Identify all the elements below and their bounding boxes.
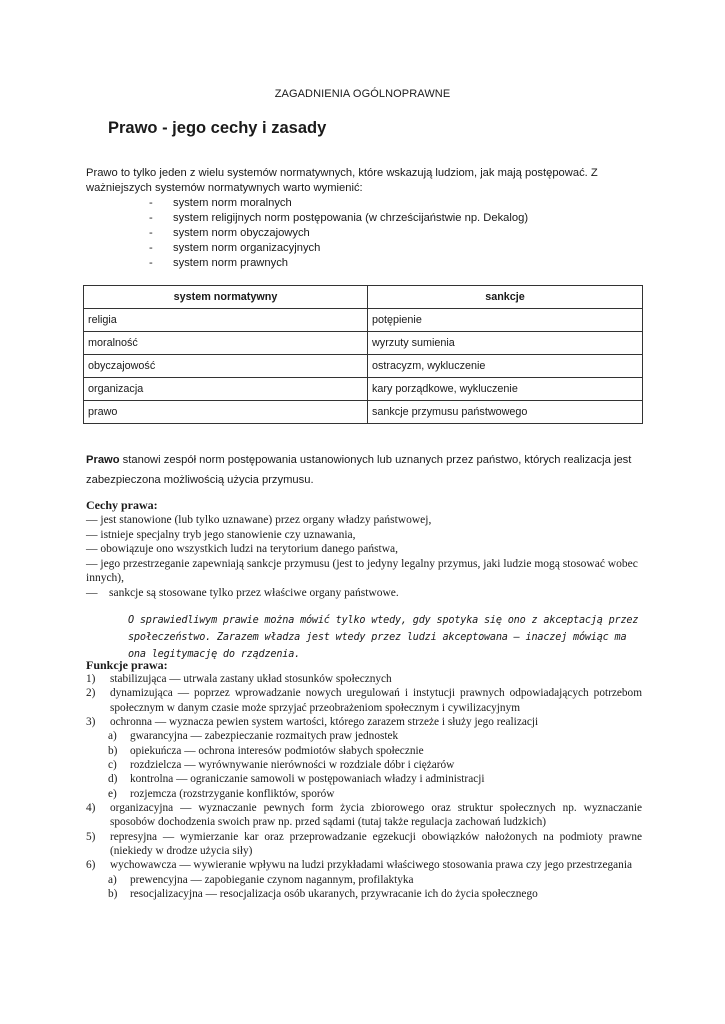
features-heading: Cechy prawa:	[86, 498, 158, 512]
list-item: - system religijnych norm postępowania (w chrześcijaństwie np. Dekalog)	[149, 212, 529, 224]
list-item: - system norm organizacyjnych	[149, 242, 321, 254]
table-header-row	[84, 286, 643, 309]
table-cell: ostracyzm, wykluczenie	[368, 355, 643, 378]
functions-list	[86, 672, 642, 902]
document-header: ZAGADNIENIA OGÓLNOPRAWNE	[274, 88, 451, 100]
list-item: — istnieje specjalny tryb jego stanowienie czy uznawania,	[86, 528, 356, 541]
table-cell: moralność	[84, 332, 368, 355]
list-item: — jest stanowione (lub tylko uznawane) przez organy władzy państwowej,	[86, 514, 432, 526]
sub-list-item: e) rozjemcza (rozstrzyganie konfliktów, sporów	[108, 787, 335, 800]
table-row	[84, 332, 643, 355]
table-cell: organizacja	[84, 378, 368, 401]
table-row	[84, 378, 643, 401]
table-cell: religia	[84, 309, 368, 332]
intro-paragraph: Prawo to tylko jeden z wielu systemów normatywnych, które wskazują ludziom, jak mają postępować. Z ważniejszych systemów normatywnych warto wymienić:	[86, 167, 598, 194]
table-cell: potępienie	[368, 309, 643, 332]
sub-list-item: a) prewencyjna — zapobieganie czynom nagannym, profilaktyka	[108, 873, 414, 886]
column-header: sankcje	[368, 286, 643, 309]
list-item: - system norm prawnych	[149, 257, 289, 269]
list-item: - system norm moralnych	[149, 197, 292, 209]
sub-list-item: b) opiekuńcza — ochrona interesów podmiotów słabych społecznie	[108, 744, 424, 757]
sub-list-item: c) rozdzielcza — wyrównywanie nierówności w rozdziale dóbr i ciężarów	[108, 759, 455, 772]
list-item: 4) organizacyjna — wyznaczanie pewnych form życia zbiorowego oraz struktur społecznych np. wyznaczanie sposobów dochodzenia swoich praw np. przed sądami (tutaj także regulacja zachowań ludzkich)	[86, 802, 642, 829]
sub-list-item: d) kontrolna — ograniczanie samowoli w postępowaniach władzy i administracji	[108, 773, 485, 786]
column-header: system normatywny	[84, 286, 368, 309]
law-term: Prawo	[86, 454, 120, 466]
law-definition: Prawo stanowi zespół norm postępowania ustanowionych lub uznanych przez państwo, których realizacja jest zabezpieczona możliwością użycia przymusu.	[86, 454, 632, 486]
list-item: - system norm obyczajowych	[149, 227, 310, 239]
justice-quote: O sprawiedliwym prawie można mówić tylko wtedy, gdy spotyka się ono z akceptacją przez społeczeństwo. Zarazem władza jest wtedy przez ludzi akceptowana – inaczej mówiąc ma ona legitymację do rządzenia.	[128, 615, 639, 660]
table-cell: prawo	[84, 401, 368, 424]
list-item: 1) stabilizująca — utrwala zastany układ stosunków społecznych	[86, 673, 392, 685]
page-title: Prawo - jego cechy i zasady	[108, 119, 327, 137]
functions-heading: Funkcje prawa:	[86, 658, 168, 672]
sub-list-item: b) resocjalizacyjna — resocjalizacja osób ukaranych, przywracanie ich do życia społecznego	[108, 888, 538, 901]
sanctions-table	[83, 285, 643, 424]
table-cell: sankcje przymusu państwowego	[368, 401, 643, 424]
list-item: — jego przestrzeganie zapewniają sankcje przymusu (jest to jedyny legalny przymus, jaki ludzie mogą stosować wobec innych),	[86, 557, 638, 585]
table-row	[84, 355, 643, 378]
table-cell: kary porządkowe, wykluczenie	[368, 378, 643, 401]
table-cell: obyczajowość	[84, 355, 368, 378]
list-item: — obowiązuje ono wszystkich ludzi na terytorium danego państwa,	[86, 543, 399, 556]
features-list	[86, 513, 646, 601]
list-item: 3) ochronna — wyznacza pewien system wartości, którego zarazem strzeże i służy jego realizacji	[86, 716, 539, 729]
table-row	[84, 309, 643, 332]
normative-systems-list	[149, 196, 528, 271]
table-row	[84, 401, 643, 424]
list-item: 2) dynamizująca — poprzez wprowadzanie nowych uregulowań i instytucji prawnych odpowiadających potrzebom społecznym w danym czasie może sprzyjać przeobrażeniom społecznym i cywilizacyjnym	[86, 687, 642, 714]
list-item: — sankcje są stosowane tylko przez właściwe organy państwowe.	[86, 586, 399, 599]
sub-list-item: a) gwarancyjna — zabezpieczanie rozmaitych praw jednostek	[108, 730, 399, 743]
list-item: 6) wychowawcza — wywieranie wpływu na ludzi przykładami właściwego stosowania prawa czy jego przestrzegania	[86, 859, 632, 872]
list-item: 5) represyjna — wymierzanie kar oraz przeprowadzanie egzekucji obowiązków nałożonych na podmioty prawne (niekiedy w drodze użycia siły)	[86, 830, 642, 858]
table-cell: wyrzuty sumienia	[368, 332, 643, 355]
